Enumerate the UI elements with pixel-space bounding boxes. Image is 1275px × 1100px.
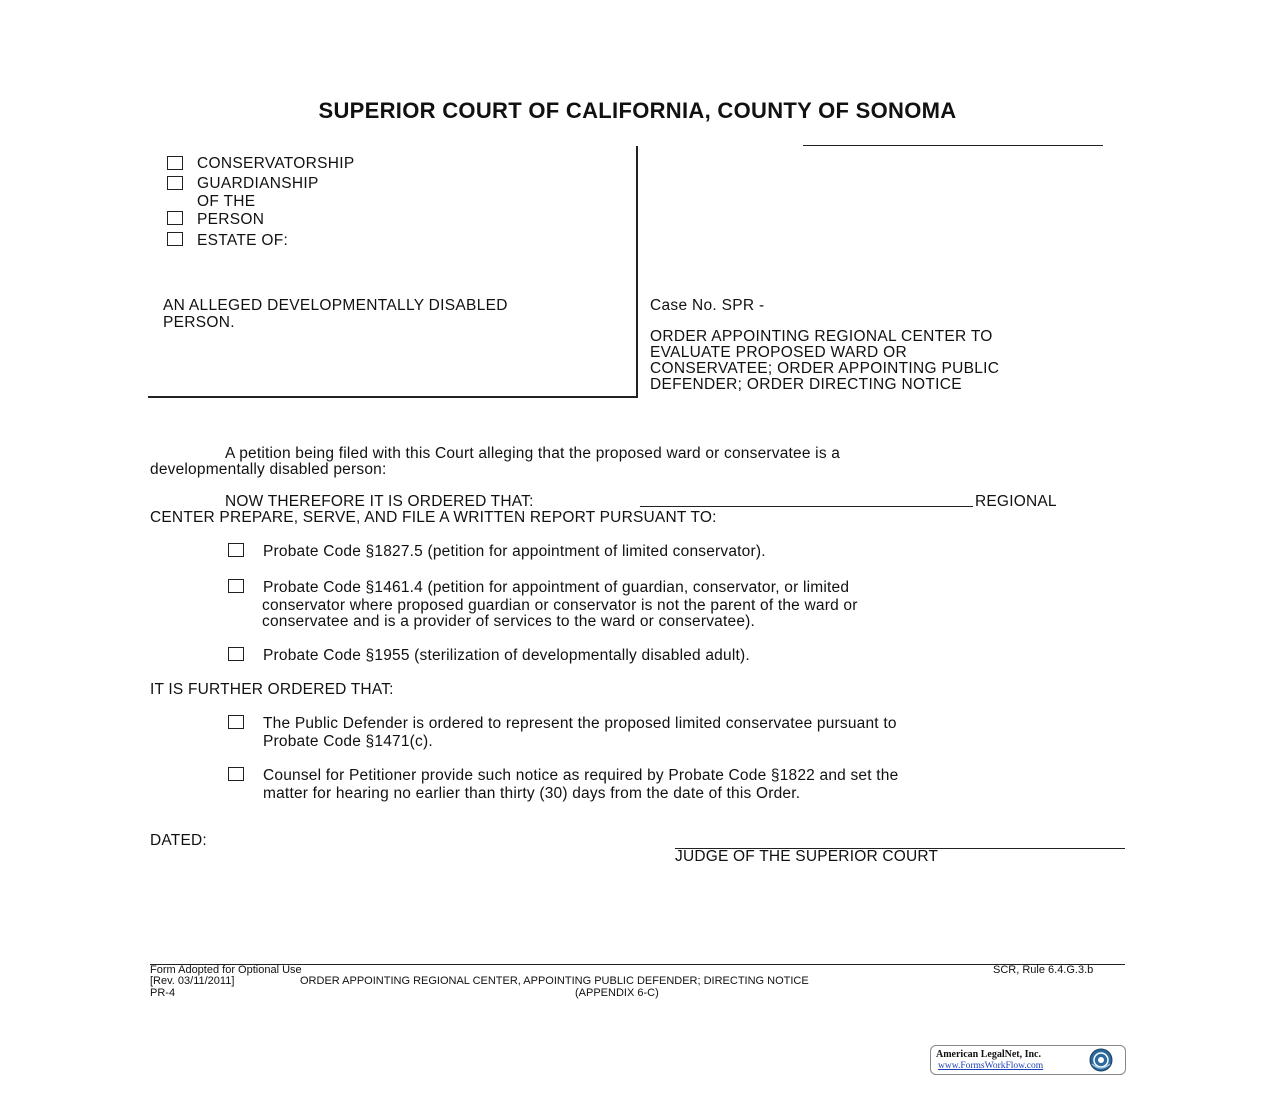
item1-text: Probate Code §1827.5 (petition for appointment of limited conservator).: [263, 543, 766, 560]
party-description-line1: AN ALLEGED DEVELOPMENTALLY DISABLED: [163, 297, 508, 314]
footer-adopted: Form Adopted for Optional Use: [150, 964, 302, 976]
globe-icon: [1089, 1048, 1113, 1072]
order-title-line3: CONSERVATEE; ORDER APPOINTING PUBLIC: [650, 360, 1000, 377]
item2-line3: conservatee and is a provider of services to the ward or conservatee).: [262, 613, 756, 630]
estate-of-label: ESTATE OF:: [197, 232, 289, 249]
publisher-url-link[interactable]: www.FormsWorkFlow.com: [938, 1061, 1044, 1071]
item3-checkbox[interactable]: [228, 647, 244, 661]
item2-checkbox[interactable]: [228, 579, 244, 593]
item2-line2: conservator where proposed guardian or conservator is not the parent of the ward or: [262, 597, 858, 614]
page-title: SUPERIOR COURT OF CALIFORNIA, COUNTY OF SONOMA: [318, 98, 957, 123]
estate-checkbox[interactable]: [167, 232, 183, 246]
item1-checkbox[interactable]: [228, 543, 244, 557]
order-regional: REGIONAL: [975, 493, 1057, 510]
judge-signature-label: JUDGE OF THE SUPERIOR COURT: [675, 848, 939, 865]
caption-divider-bottom: [148, 396, 638, 398]
caption-divider-vertical: [636, 146, 638, 397]
footer-revision: [Rev. 03/11/2011]: [150, 975, 235, 987]
order-lead: NOW THEREFORE IT IS ORDERED THAT:: [225, 493, 534, 510]
item5-checkbox[interactable]: [228, 767, 244, 781]
footer-rule-ref: SCR, Rule 6.4.G.3.b: [993, 964, 1094, 976]
conservatorship-checkbox[interactable]: [167, 156, 183, 170]
item3-text: Probate Code §1955 (sterilization of developmentally disabled adult).: [263, 647, 750, 664]
order-title-line2: EVALUATE PROPOSED WARD OR: [650, 344, 907, 361]
case-number: Case No. SPR -: [650, 297, 765, 314]
item4-line2: Probate Code §1471(c).: [263, 733, 433, 750]
dated-label: DATED:: [150, 832, 207, 849]
order-title-line4: DEFENDER; ORDER DIRECTING NOTICE: [650, 376, 962, 393]
item5-line2: matter for hearing no earlier than thirty (30) days from the date of this Order.: [263, 785, 801, 802]
item2-line1: Probate Code §1461.4 (petition for appointment of guardian, conservator, or limited: [263, 579, 850, 596]
item4-line1: The Public Defender is ordered to represent the proposed limited conservatee pursuant to: [263, 715, 897, 732]
item5-line1: Counsel for Petitioner provide such notice as required by Probate Code §1822 and set the: [263, 767, 899, 784]
guardianship-label: GUARDIANSHIP: [197, 175, 319, 192]
publisher-name: American LegalNet, Inc.: [936, 1049, 1041, 1060]
regional-center-blank[interactable]: [640, 506, 973, 507]
footer-form-title: ORDER APPOINTING REGIONAL CENTER, APPOINTING PUBLIC DEFENDER; DIRECTING NOTICE: [300, 975, 809, 987]
footer-appendix: (APPENDIX 6-C): [575, 987, 659, 999]
further-ordered-heading: IT IS FURTHER ORDERED THAT:: [150, 681, 394, 698]
guardianship-checkbox[interactable]: [167, 176, 183, 190]
order-title-line1: ORDER APPOINTING REGIONAL CENTER TO: [650, 328, 993, 345]
item4-checkbox[interactable]: [228, 715, 244, 729]
person-checkbox[interactable]: [167, 211, 183, 225]
footer-form-number: PR-4: [150, 987, 176, 999]
intro-line2: developmentally disabled person:: [150, 461, 387, 478]
intro-line1: A petition being filed with this Court alleging that the proposed ward or conservatee is a: [225, 445, 841, 462]
conservatorship-label: CONSERVATORSHIP: [197, 155, 355, 172]
person-label: PERSON: [197, 211, 265, 228]
of-the-label: OF THE: [197, 193, 256, 210]
case-number-line: [803, 145, 1103, 146]
party-description-line2: PERSON.: [163, 314, 235, 331]
order-line2: CENTER PREPARE, SERVE, AND FILE A WRITTEN REPORT PURSUANT TO:: [150, 509, 717, 526]
